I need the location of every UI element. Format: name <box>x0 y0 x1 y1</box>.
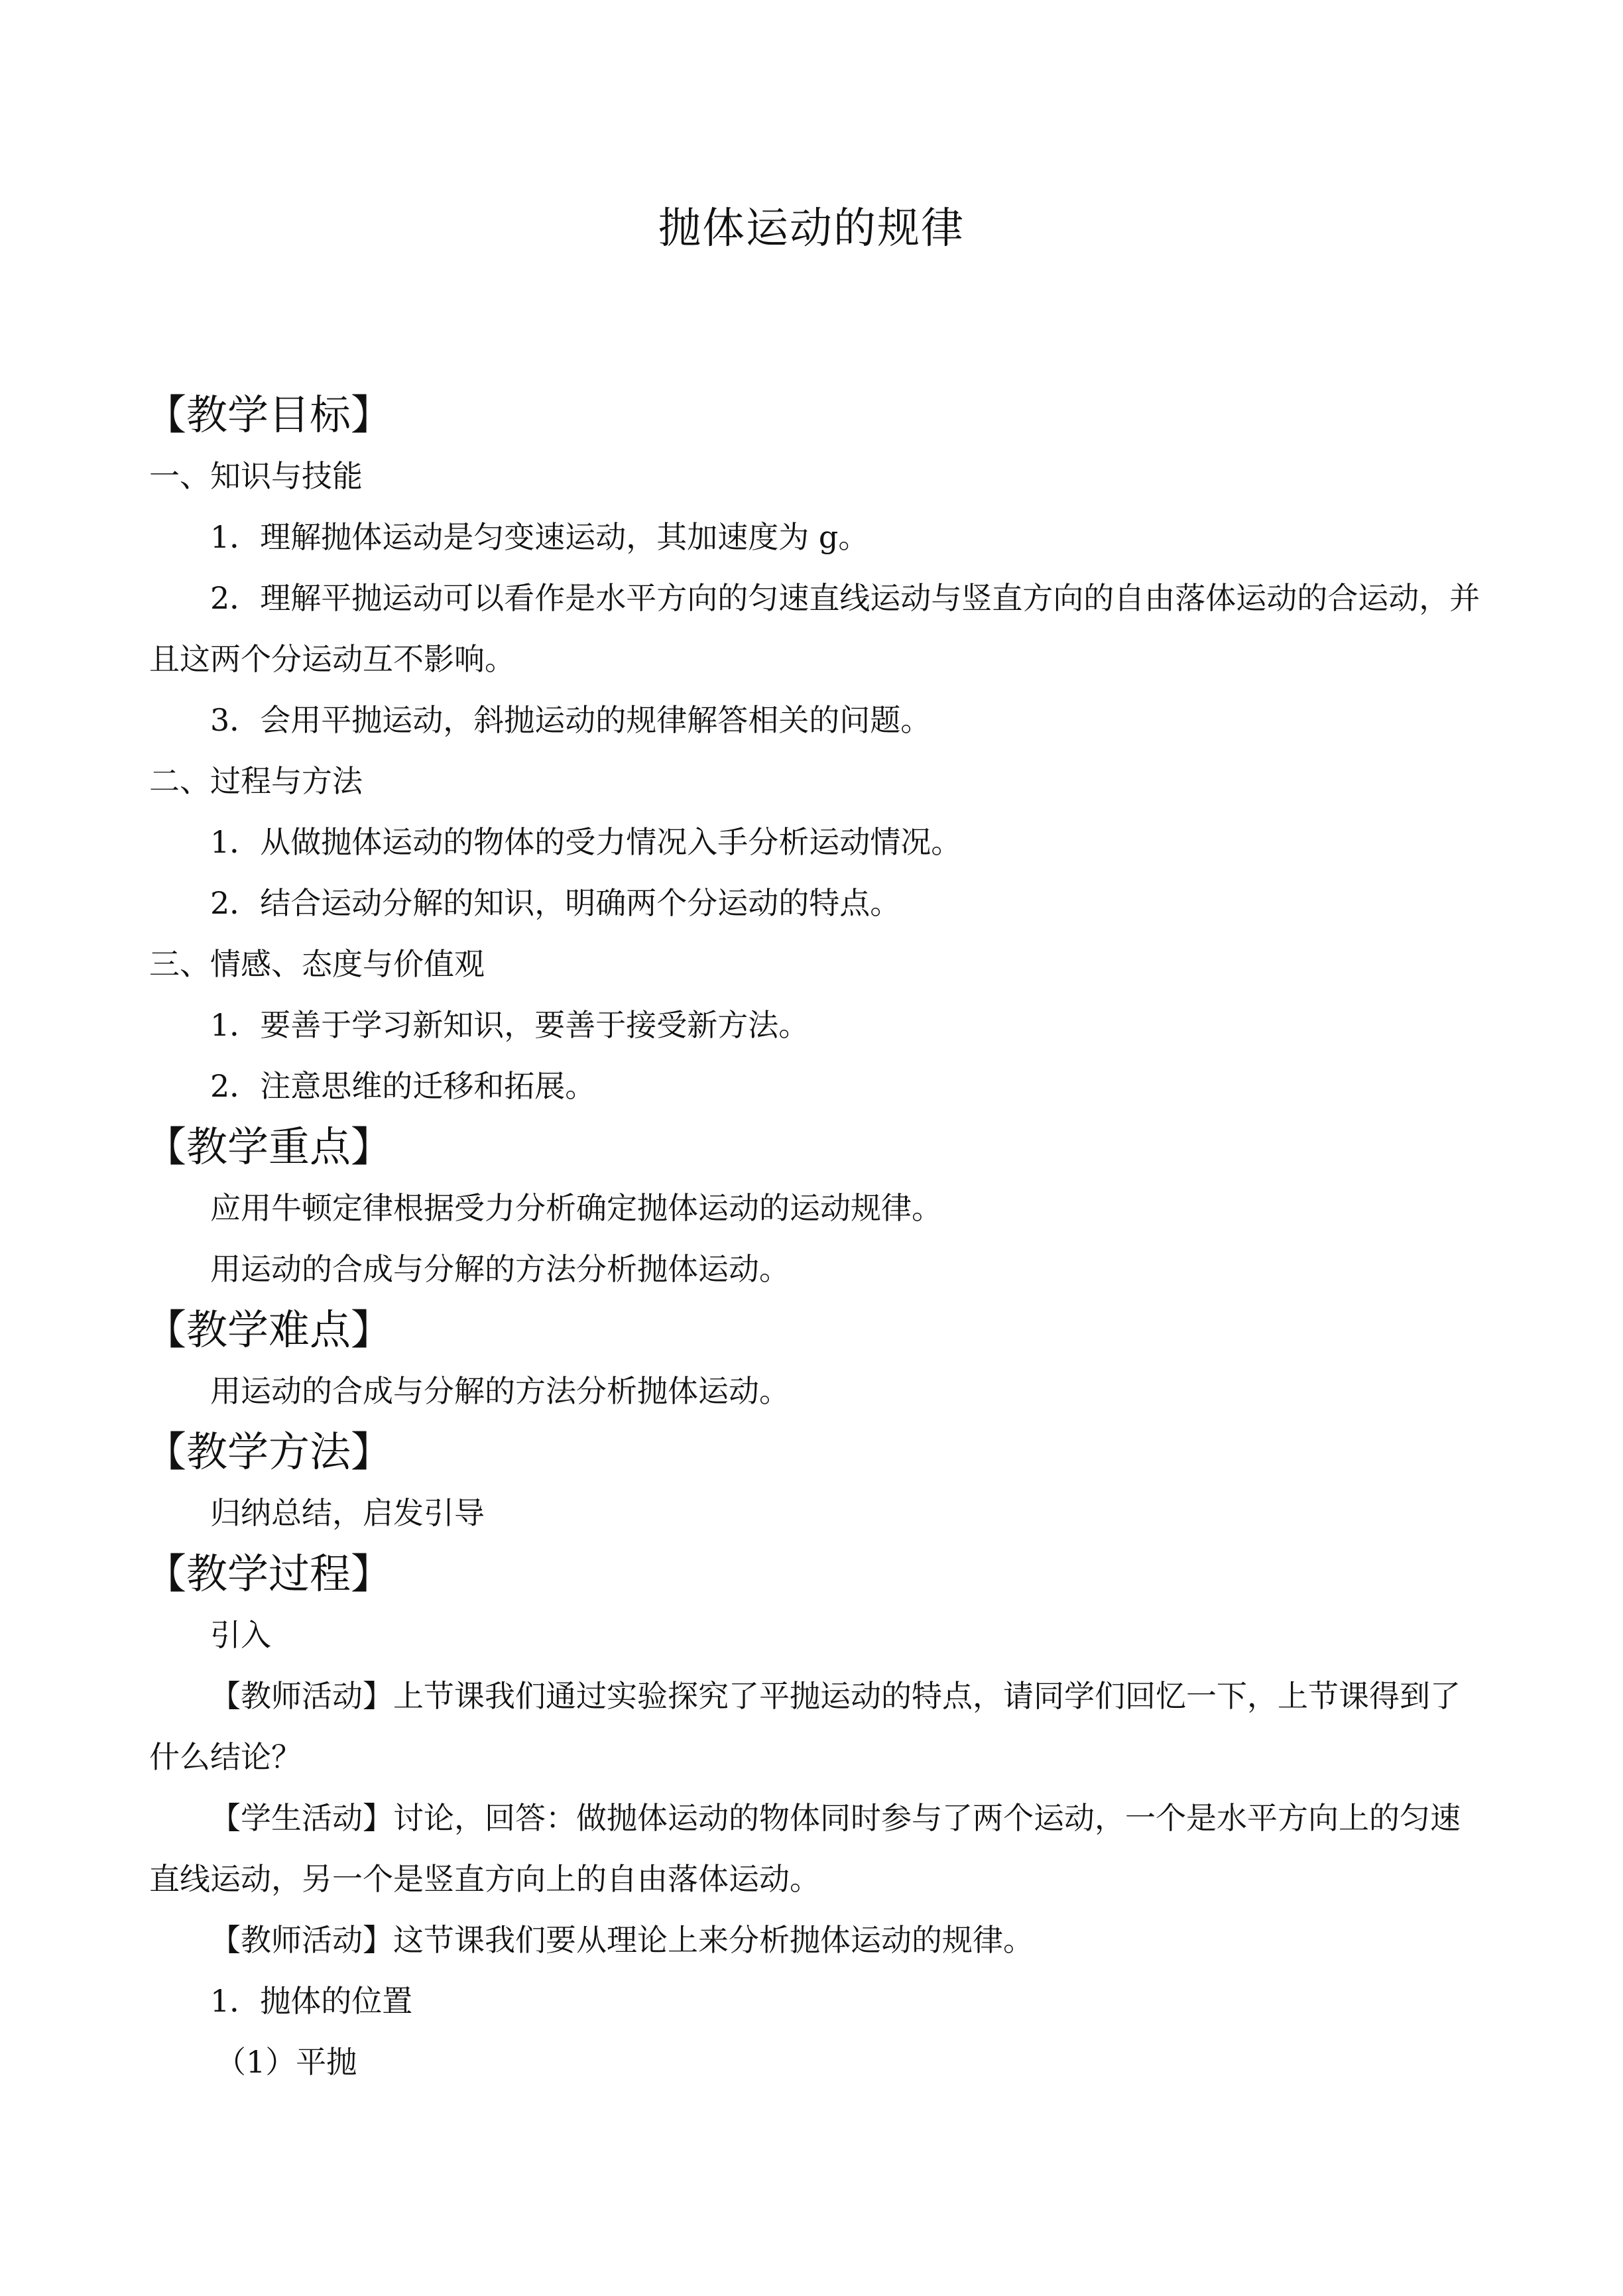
paragraph: 1．抛体的位置 <box>210 1983 413 2019</box>
document-body <box>145 385 1482 2092</box>
document-title: 抛体运动的规律 <box>658 204 965 253</box>
paragraph: 【教师活动】上节课我们通过实验探究了平抛运动的特点，请同学们回忆一下，上节课得到了什么结论？ <box>149 1678 1461 1775</box>
paragraph: 1．要善于学习新知识，要善于接受新方法。 <box>210 1007 810 1043</box>
section-heading-methods: 【教学方法】 <box>145 1427 392 1476</box>
paragraph: 引入 <box>210 1617 271 1653</box>
subsection-heading-knowledge: 一、知识与技能 <box>149 458 363 494</box>
subsection-heading-process: 二、过程与方法 <box>149 763 363 799</box>
subsection-heading-emotion: 三、情感、态度与价值观 <box>149 946 485 982</box>
section-heading-procedure: 【教学过程】 <box>145 1549 392 1598</box>
paragraph: 用运动的合成与分解的方法分析抛体运动。 <box>210 1251 790 1287</box>
paragraph: 应用牛顿定律根据受力分析确定抛体运动的运动规律。 <box>210 1190 942 1226</box>
paragraph: 【教师活动】这节课我们要从理论上来分析抛体运动的规律。 <box>210 1922 1034 1958</box>
paragraph: 1．理解抛体运动是匀变速运动，其加速度为 g。 <box>210 519 869 555</box>
paragraph: 1．从做抛体运动的物体的受力情况入手分析运动情况。 <box>210 824 962 860</box>
paragraph: （1）平抛 <box>215 2044 357 2080</box>
paragraph: 2．注意思维的迁移和拓展。 <box>210 1068 596 1104</box>
section-heading-goals: 【教学目标】 <box>145 391 392 439</box>
paragraph: 2．理解平抛运动可以看作是水平方向的匀速直线运动与竖直方向的自由落体运动的合运动，并且这两个分运动互不影响。 <box>149 580 1480 677</box>
paragraph: 用运动的合成与分解的方法分析抛体运动。 <box>210 1373 790 1409</box>
paragraph: 【学生活动】讨论，回答：做抛体运动的物体同时参与了两个运动，一个是水平方向上的匀速直线运动，另一个是竖直方向上的自由落体运动。 <box>149 1800 1461 1897</box>
section-heading-difficulties: 【教学难点】 <box>145 1305 392 1354</box>
section-heading-key-points: 【教学重点】 <box>145 1122 392 1171</box>
paragraph: 2．结合运动分解的知识，明确两个分运动的特点。 <box>210 885 901 921</box>
paragraph: 3．会用平抛运动，斜抛运动的规律解答相关的问题。 <box>210 702 932 738</box>
paragraph: 归纳总结，启发引导 <box>210 1495 485 1531</box>
